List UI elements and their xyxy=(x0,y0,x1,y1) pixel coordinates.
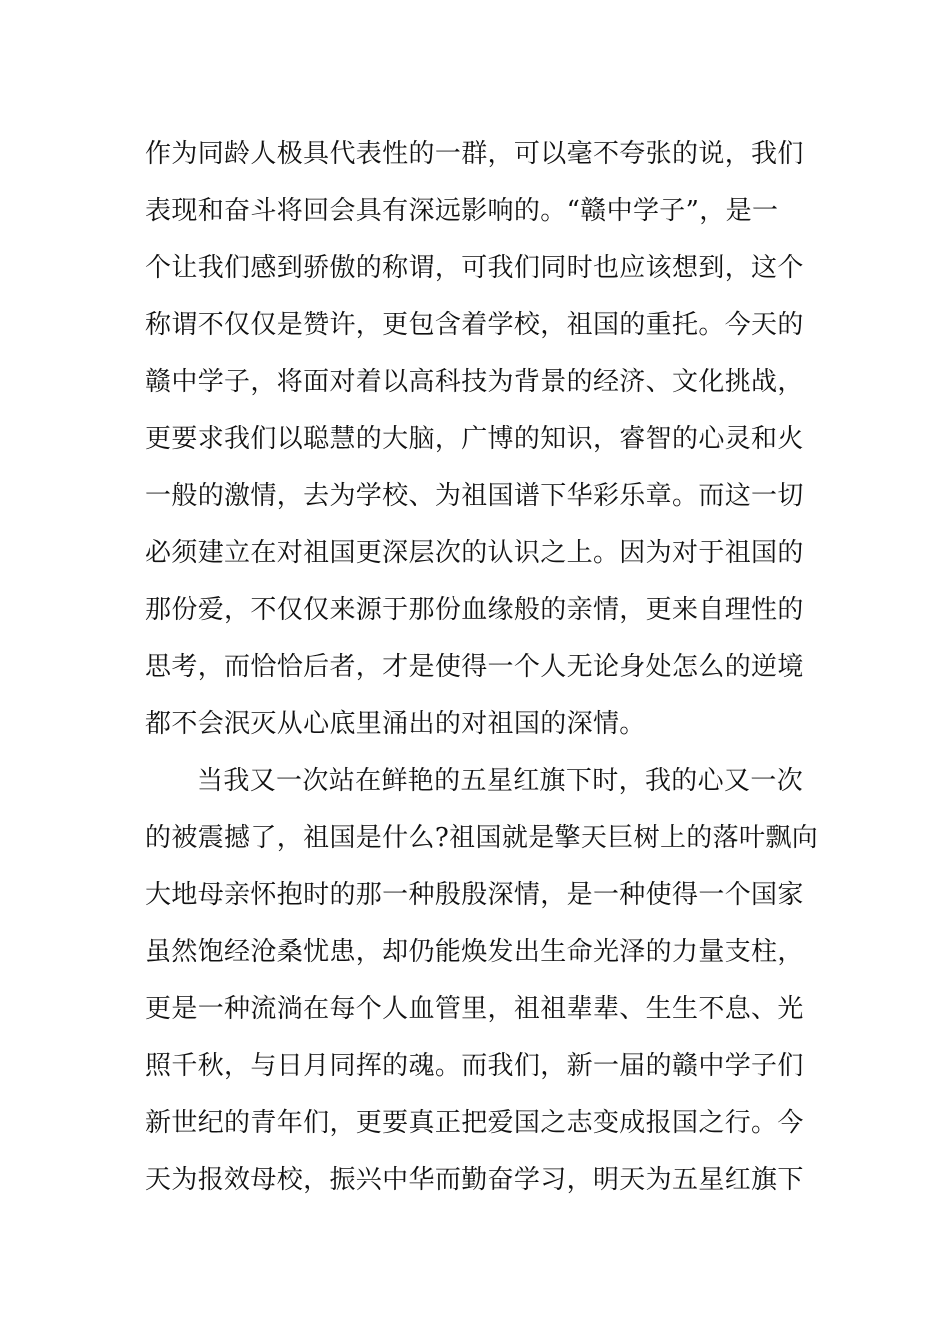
text-line: 个让我们感到骄傲的称谓，可我们同时也应该想到，这个 xyxy=(145,253,804,283)
text-line: 那份爱，不仅仅来源于那份血缘般的亲情，更来自理性的 xyxy=(145,595,804,625)
paragraph-start-line: 当我又一次站在鲜艳的五星红旗下时，我的心又一次 xyxy=(197,766,804,796)
text-line: 更是一种流淌在每个人血管里，祖祖辈辈、生生不息、光 xyxy=(145,994,804,1024)
text-line: 的被震撼了，祖国是什么?祖国就是擎天巨树上的落叶飘向 xyxy=(145,823,819,853)
text-line: 虽然饱经沧桑忧患，却仍能焕发出生命光泽的力量支柱， xyxy=(145,937,804,967)
text-line: 思考，而恰恰后者，才是使得一个人无论身处怎么的逆境 xyxy=(145,652,804,682)
text-line: 作为同龄人极具代表性的一群，可以毫不夸张的说，我们 xyxy=(145,139,804,169)
text-line: 大地母亲怀抱时的那一种殷殷深情，是一种使得一个国家 xyxy=(145,880,804,910)
text-line: 称谓不仅仅是赞许，更包含着学校，祖国的重托。今天的 xyxy=(145,310,804,340)
text-line: 表现和奋斗将回会具有深远影响的。“赣中学子”，是一 xyxy=(145,196,779,226)
text-line: 天为报效母校，振兴中华而勤奋学习，明天为五星红旗下 xyxy=(145,1165,804,1195)
text-line: 更要求我们以聪慧的大脑，广博的知识，睿智的心灵和火 xyxy=(145,424,804,454)
text-line: 一般的激情，去为学校、为祖国谱下华彩乐章。而这一切 xyxy=(145,481,804,511)
text-line: 赣中学子，将面对着以高科技为背景的经济、文化挑战， xyxy=(145,367,804,397)
text-line: 都不会泯灭从心底里涌出的对祖国的深情。 xyxy=(145,709,646,739)
text-line: 新世纪的青年们，更要真正把爱国之志变成报国之行。今 xyxy=(145,1108,804,1138)
text-line: 必须建立在对祖国更深层次的认识之上。因为对于祖国的 xyxy=(145,538,804,568)
body-text xyxy=(145,126,819,1209)
text-line: 照千秋，与日月同挥的魂。而我们，新一届的赣中学子们 xyxy=(145,1051,804,1081)
